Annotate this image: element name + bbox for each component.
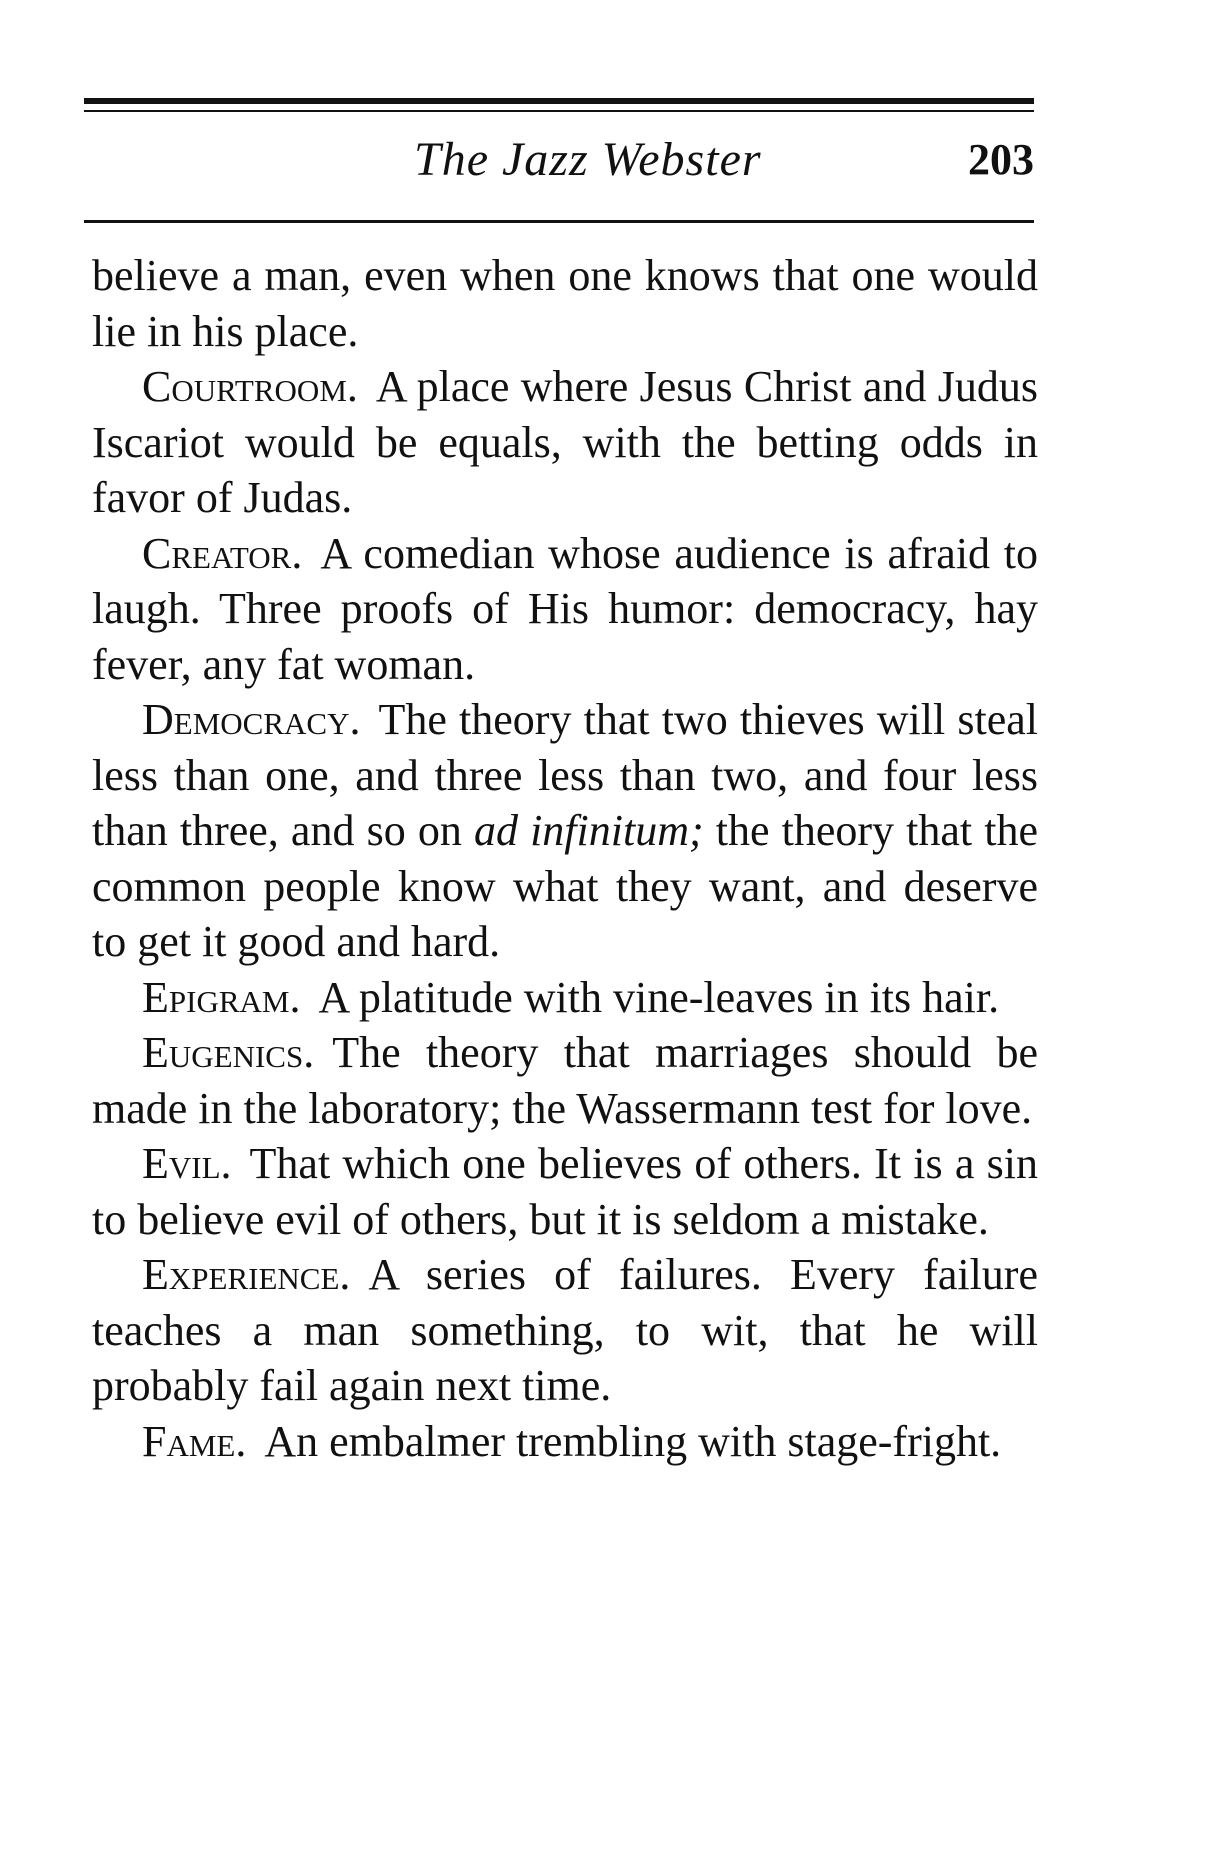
entry-courtroom bbox=[92, 359, 1038, 526]
entry-epigram bbox=[92, 970, 1038, 1026]
header-rule-thin bbox=[84, 110, 1034, 112]
entry-eugenics bbox=[92, 1025, 1038, 1136]
entry-term: Evil. bbox=[142, 1139, 232, 1188]
entry-term: Experience. bbox=[142, 1250, 351, 1299]
header-rule-thick bbox=[84, 98, 1034, 104]
entry-creator bbox=[92, 526, 1038, 693]
entry-term: Democracy. bbox=[142, 695, 361, 744]
entry-definition: A place where Jesus Christ and Judus Iscariot would be equals, with the betting odds in favor of Judas. bbox=[92, 362, 1038, 522]
entry-democracy bbox=[92, 692, 1038, 970]
header-rule-bottom bbox=[84, 220, 1034, 223]
entry-experience bbox=[92, 1247, 1038, 1414]
page-number: 203 bbox=[968, 135, 1034, 184]
entry-definition: The theory that marriages should be made in the laboratory; the Wassermann test for love. bbox=[92, 1028, 1038, 1133]
running-header bbox=[84, 130, 1034, 190]
entry-definition: The theory that two thieves will steal less than one, and three less than two, and four less than three, and so on bbox=[92, 695, 1038, 855]
continuation-paragraph: believe a man, even when one knows that one would lie in his place. bbox=[92, 251, 1038, 356]
entry-term: Epigram. bbox=[142, 972, 301, 1022]
entry-term: Courtroom. bbox=[142, 362, 358, 411]
entry-definition: A comedian whose audience is afraid to laugh. Three proofs of His humor: democracy, hay fever, any fat woman. bbox=[92, 528, 1038, 689]
entry-definition: the theory that the common people know what they want, and deserve to get it good and hard. bbox=[92, 806, 1038, 966]
entry-fame bbox=[92, 1414, 1038, 1470]
entry-evil bbox=[92, 1136, 1038, 1247]
page-body bbox=[92, 248, 1038, 1469]
entry-term: Creator. bbox=[142, 528, 303, 578]
entry-definition: A platitude with vine-leaves in its hair. bbox=[318, 972, 1000, 1022]
entry-term: Eugenics. bbox=[142, 1028, 315, 1077]
entry-definition: That which one believes of others. It is a sin to believe evil of others, but it is seldom a mistake. bbox=[92, 1139, 1038, 1244]
entry-term: Fame. bbox=[142, 1416, 247, 1466]
entry-definition-italic: ad infinitum; bbox=[473, 806, 704, 855]
running-title: The Jazz Webster bbox=[414, 133, 762, 186]
entry-definition: An embalmer trembling with stage-fright. bbox=[264, 1416, 1002, 1466]
entry-definition: A series of failures. Every failure teaches a man something, to wit, that he will probably fail again next time. bbox=[92, 1250, 1038, 1410]
